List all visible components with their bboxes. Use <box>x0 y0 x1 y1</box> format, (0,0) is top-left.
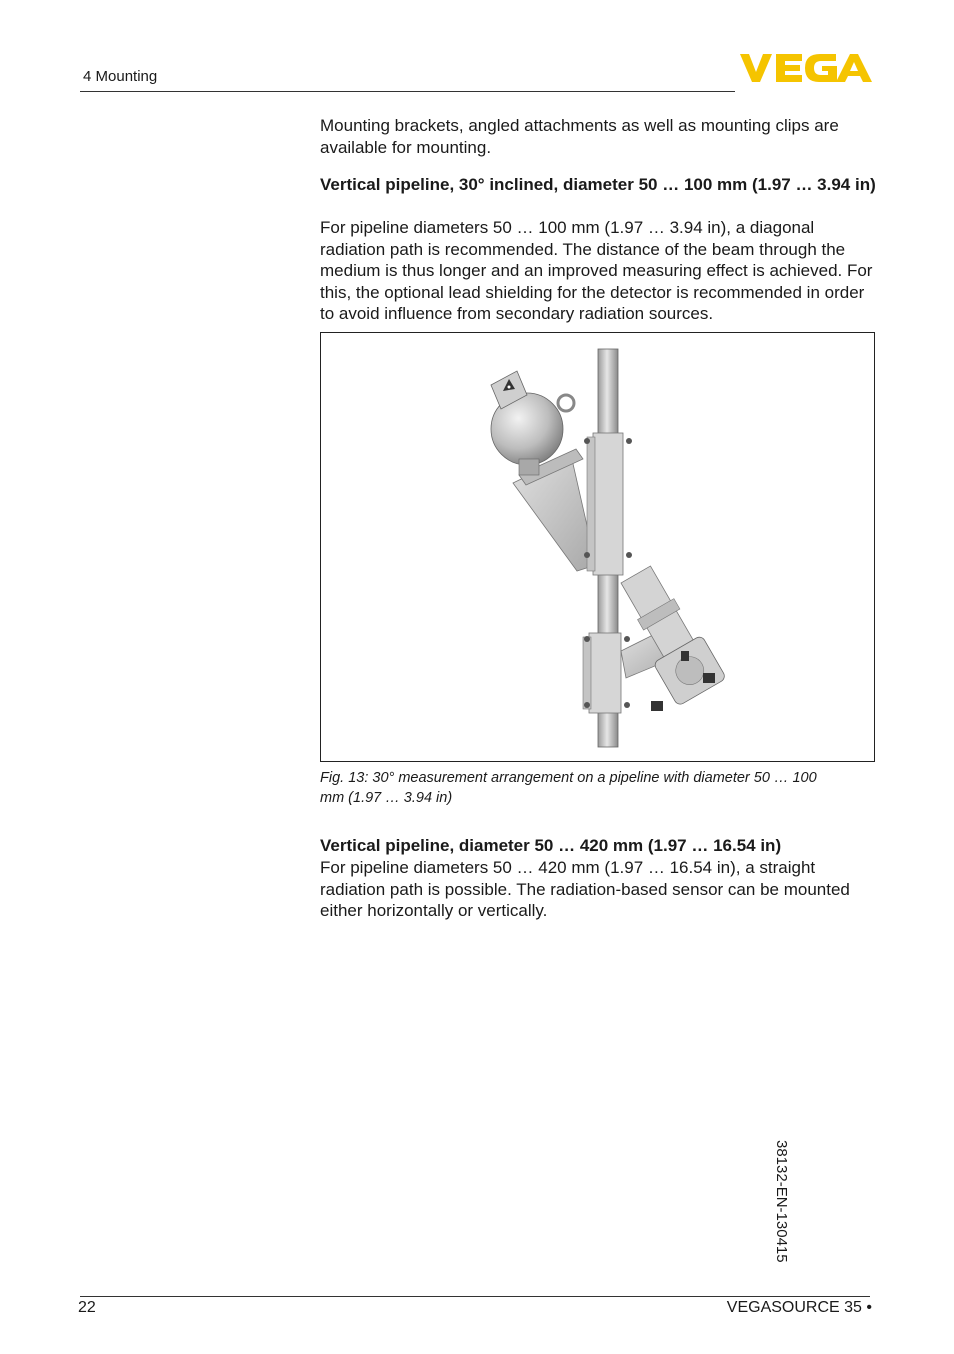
section-heading-straight: Vertical pipeline, diameter 50 … 420 mm (1.97 … 16.54 in) <box>320 836 782 855</box>
footer-rule <box>80 1296 870 1297</box>
vega-logo <box>740 52 872 84</box>
intro-paragraph: Mounting brackets, angled attachments as well as mounting clips are available for mounting. <box>320 116 839 157</box>
section-heading-30deg: Vertical pipeline, 30° inclined, diameter 50 … 100 mm (1.97 … 3.94 in) <box>320 175 876 194</box>
mounting-illustration <box>321 333 874 761</box>
document-number: 38132-EN-130415 <box>773 1140 790 1263</box>
page-number: 22 <box>78 1299 96 1316</box>
header-rule <box>80 91 735 92</box>
figure-caption: Fig. 13: 30° measurement arrangement on a pipeline with diameter 50 … 100 mm (1.97 … 3.94 in) <box>320 770 817 806</box>
footer-product-name: VEGASOURCE 35 • <box>726 1299 872 1316</box>
paragraph-30deg: For pipeline diameters 50 … 100 mm (1.97 … 3.94 in), a diagonal radiation path is recommended. The distance of the beam through the medium is thus longer and an improved measuring effect is achieved. For this, the optional lead shielding for the detector is recommended in order to avoid influence from secondary radiation sources. <box>320 218 873 323</box>
figure-13 <box>320 332 875 762</box>
paragraph-straight: For pipeline diameters 50 … 420 mm (1.97 … 16.54 in), a straight radiation path is possible. The radiation-based sensor can be mounted either horizontally or vertically. <box>320 858 850 920</box>
section-label: 4 Mounting <box>83 68 158 85</box>
